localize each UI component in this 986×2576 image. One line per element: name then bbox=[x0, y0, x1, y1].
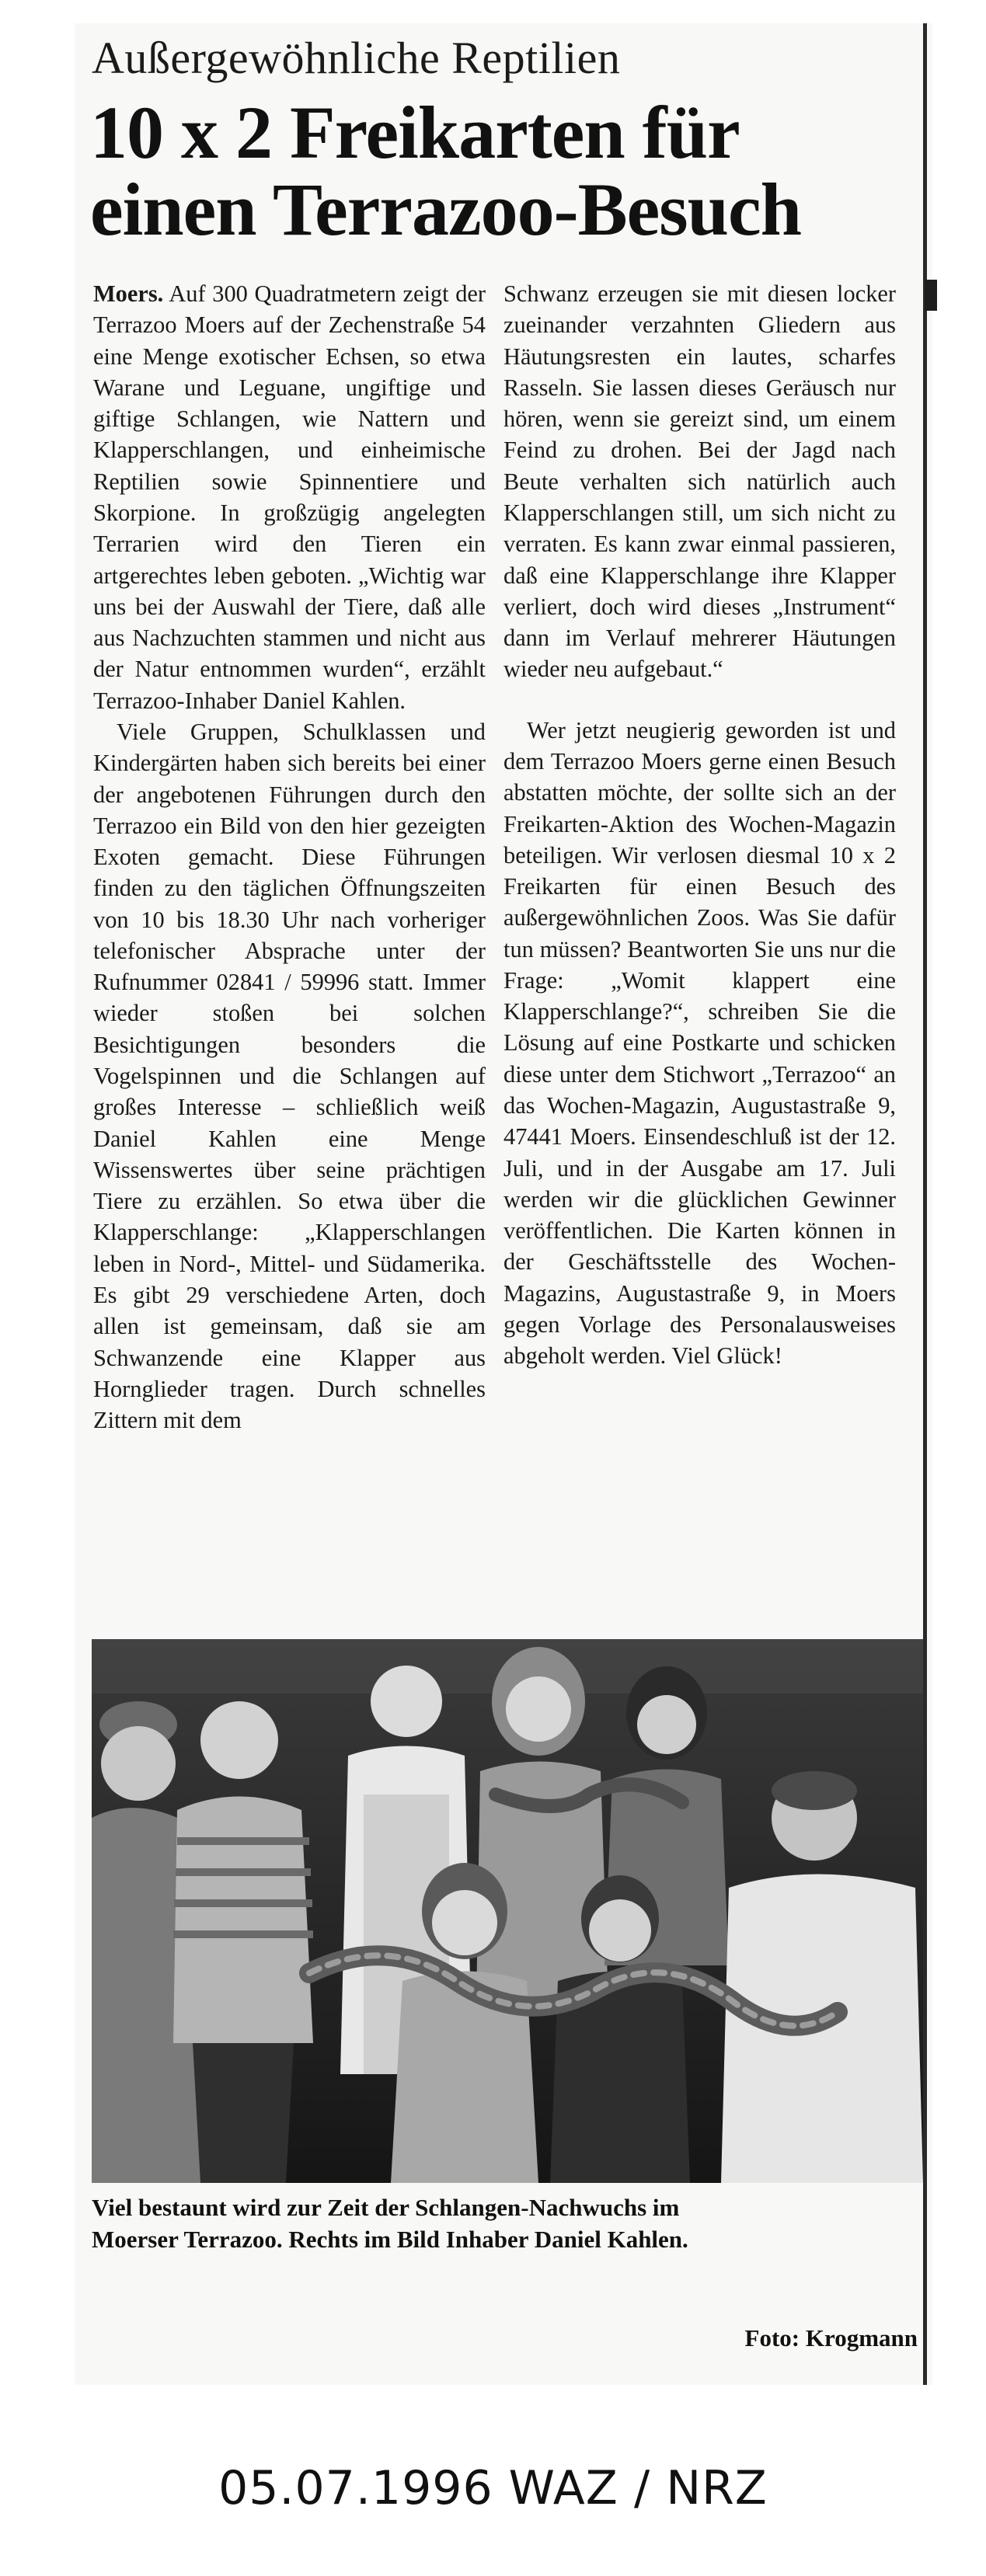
source-date-note: 05.07.1996 WAZ / NRZ bbox=[218, 2461, 768, 2515]
paragraph-rattle: Schwanz erzeugen sie mit diesen locker zueinander verzahnten Gliedern aus Häutungsresten ein lautes, scharfes Rasseln. Sie lassen dieses Geräusch nur hören, wenn sie gereizt sind, um einem Feind zu drohen. Bei der Jagd nach Beute verhalten sich natürlich auch Klapperschlangen still, um sich nicht zu verraten. Es kann zwar einmal passieren, daß eine Klapperschlange ihre Klapper verliert, doch wird dieses „Instrument“ dann im Verlauf mehrerer Häutungen wieder neu aufgebaut.“ bbox=[503, 280, 896, 683]
paragraph-intro bbox=[93, 278, 486, 716]
headline-line-2: einen Terrazoo-Besuch bbox=[90, 167, 801, 251]
dateline: Moers. bbox=[93, 280, 164, 307]
text-column-left bbox=[93, 278, 486, 1436]
article-headline bbox=[90, 91, 801, 251]
column-rule bbox=[923, 23, 927, 2385]
caption-line-2: Moerser Terrazoo. Rechts im Bild Inhaber Daniel Kahlen. bbox=[92, 2225, 688, 2253]
paragraph-contest: Wer jetzt neugierig geworden ist und dem Terrazoo Moers gerne einen Besuch abstatten möchte, der sollte sich an der Freikarten-Aktion des Wochen-Magazin beteiligen. Wir verlosen diesmal 10 x 2 Freikarten für einen Besuch des außergewöhnlichen Zoos. Was Sie dafür tun müssen? Beantworten Sie uns nur die Frage: „Womit klappert eine Klapperschlange?“, schreiben Sie die Lösung auf eine Postkarte und schicken diese unter dem Stichwort „Terrazoo“ an das Wochen-Magazin, Augustastraße 9, 47441 Moers. Einsendeschluß ist der 12. Juli, und in der Ausgabe am 17. Juli werden wir die glücklichen Gewinner veröffentlichen. Die Karten können in der Geschäftsstelle des Wochen-Magazins, Augustastraße 9, in Moers gegen Vorlage des Personalausweises abgeholt werden. Viel Glück! bbox=[503, 716, 896, 1370]
photo-credit: Foto: Krogmann bbox=[744, 2324, 918, 2351]
rule-marker bbox=[925, 280, 937, 311]
headline-line-1: 10 x 2 Freikarten für bbox=[90, 91, 740, 174]
article-kicker: Außergewöhnliche Reptilien bbox=[92, 33, 621, 83]
photo-illustration bbox=[92, 1639, 923, 2183]
paragraph-intro-text: Auf 300 Quadratmetern zeigt der Terrazoo Moers auf der Zechenstraße 54 eine Menge exotischer Echsen, so etwa Warane und Leguane, ungiftige und giftige Schlangen, wie Nattern und Klapperschlangen, und einheimische Reptilien sowie Spinnentiere und Skorpione. In großzügig angelegten Terrarien wird den Tieren ein artgerechtes leben geboten. „Wichtig war uns bei der Auswahl der Tiere, daß alle aus Nachzuchten stammen und nicht aus der Natur entnommen wurden“, erzählt Terrazoo-Inhaber Daniel Kahlen. bbox=[93, 280, 486, 714]
paragraph-tours: Viele Gruppen, Schulklassen und Kindergärten haben sich bereits bei einer der angebotenen Führungen durch den Terrazoo ein Bild von den hier gezeigten Exoten gemacht. Diese Führungen finden zu den täglichen Öffnungszeiten von 10 bis 18.30 Uhr nach vorheriger telefonischer Absprache unter der Rufnummer 02841 / 59996 statt. Immer wieder stoßen bei solchen Besichtigungen besonders die Vogelspinnen und die Schlangen auf großes Interesse – schließlich weiß Daniel Kahlen eine Menge Wissenswertes über seine prächtigen Tiere zu erzählen. So etwa über die Klapperschlange: „Klapperschlangen leben in Nord-, Mittel- und Südamerika. Es gibt 29 verschiedene Arten, doch allen ist gemeinsam, daß sie am Schwanzende eine Klapper aus Hornglieder tragen. Durch schnelles Zittern mit dem bbox=[93, 718, 486, 1434]
caption-line-1: Viel bestaunt wird zur Zeit der Schlangen-Nachwuchs im bbox=[92, 2194, 680, 2221]
photo-caption bbox=[92, 2192, 915, 2256]
article-photo bbox=[92, 1639, 923, 2183]
text-column-right bbox=[503, 278, 896, 1372]
